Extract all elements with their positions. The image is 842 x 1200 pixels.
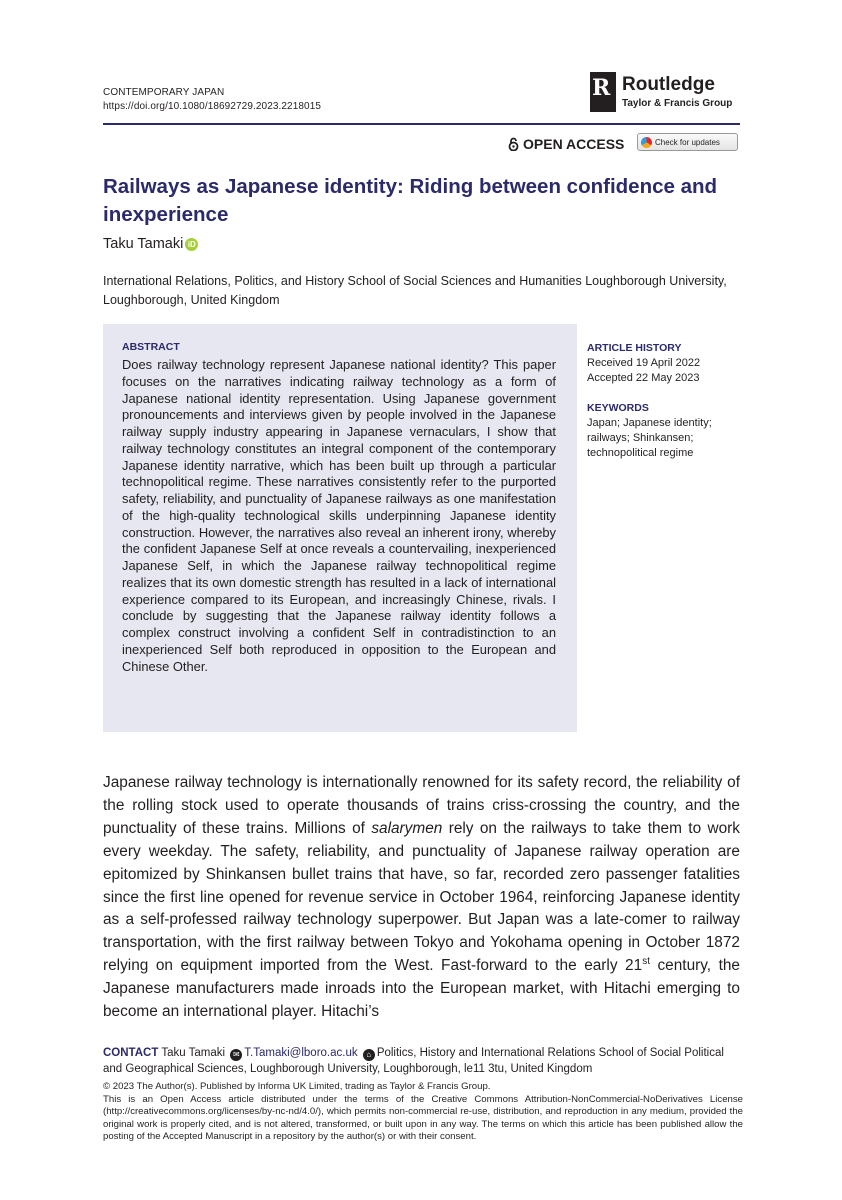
email-icon: ✉	[230, 1049, 242, 1061]
author-name: Taku Tamaki	[103, 236, 184, 252]
contact-name: Taku Tamaki	[161, 1047, 226, 1059]
check-for-updates-button[interactable]	[637, 133, 738, 151]
emphasis-salarymen: salarymen	[371, 819, 443, 837]
keywords-section	[587, 401, 742, 461]
article-history	[587, 341, 742, 386]
contact-label: CONTACT	[103, 1047, 159, 1059]
orcid-icon[interactable]: iD	[185, 238, 198, 251]
copyright-line: © 2023 The Author(s). Published by Informa UK Limited, trading as Taylor & Francis Group.	[103, 1081, 491, 1092]
check-for-updates-label: Check for updates	[655, 137, 720, 147]
abstract-heading: ABSTRACT	[122, 341, 180, 353]
journal-header	[103, 86, 321, 114]
keywords-heading: KEYWORDS	[587, 402, 649, 414]
accepted-date: Accepted 22 May 2023	[587, 372, 700, 384]
email-link[interactable]: T.Tamaki@lboro.ac.uk	[244, 1047, 358, 1059]
article-title: Railways as Japanese identity: Riding between confidence and inexperience	[103, 175, 718, 226]
body-paragraph: Japanese railway technology is internationally renowned for its safety record, the reliability of the rolling stock used to operate thousands of trains criss-crossing the country, and the punctuality of these trains. Millions of salarymen rely on the railways to take them to work every weekday. The safety, reliability, and punctuality of Japanese railway operation are epitomized by Shinkansen bullet trains that have, so far, recorded zero passenger fatalities since the first line opened for revenue service in October 1964, reinforcing Japanese identity as a self-professed railway technology superpower. But Japan was a late-comer to railway transportation, with the first railway between Tokyo and Yokohama opening in October 1872 relying on equipment imported from the West. Fast-forward to the early 21st century, the Japanese manufacturers made inroads into the European market, with Hitachi emerging to become an international player. Hitachi’s	[103, 774, 741, 1021]
journal-name: CONTEMPORARY JAPAN	[103, 87, 225, 98]
publisher-group: Taylor & Francis Group	[622, 98, 733, 109]
license-text: This is an Open Access article distributed under the terms of the Creative Commons Attribution-NonCommercial-NoDerivatives License (http://creativecommons.org/licenses/by-nc-nd/4.0/), which permits non-commercial re-use, distribution, and reproduction in any medium, provided the original work is properly cited, and is not altered, transformed, or built upon in any way. The terms on which this article has been published allow the posting of the Accepted Manuscript in a repository by the author(s) or with their consent.	[103, 1093, 743, 1143]
crossmark-icon	[641, 137, 652, 148]
address-icon: ⌂	[363, 1049, 375, 1061]
abstract-text: Does railway technology represent Japanese national identity? This paper focuses on the narratives indicating railway technology as a form of Japanese national identity representation. Using Japanese government pronouncements and interviews given by people involved in the Japanese railway supply industry appearing in Japanese vernaculars, I show that railway technology constitutes an integral component of the contemporary Japanese identity narrative, which has been built up through a particular technopolitical regime. These narratives consistently refer to the purported safety, reliability, and punctuality of Japanese railways as one manifestation of the high-quality technological skills underpinning Japanese identity construction. However, the narratives also reveal an inherent irony, whereby the confident Japanese Self at once reveals a countervailing, inexperienced Japanese Self, in which the Japanese railway technopolitical regime realizes that its own domestic strength has resulted in a lack of international experience compared to its European, and increasingly Chinese, rivals. I conclude by suggesting that the Japanese railway identity follows a complex construct involving a confident Self in contradistinction to an inexperienced Self both reproduced in opposition to the European and Chinese Other.	[122, 357, 556, 674]
open-access-label: OPEN ACCESS	[523, 136, 625, 152]
article-history-heading: ARTICLE HISTORY	[587, 342, 682, 354]
doi-link[interactable]: https://doi.org/10.1080/18692729.2023.2218015	[103, 101, 322, 112]
keywords-list: Japan; Japanese identity; railways; Shinkansen; technopolitical regime	[587, 417, 712, 459]
publisher-logo	[590, 72, 740, 114]
header-rule	[103, 123, 740, 125]
contact-info	[103, 1045, 743, 1077]
received-date: Received 19 April 2022	[587, 357, 701, 369]
copyright-notice	[103, 1081, 743, 1144]
publisher-name: Routledge	[622, 74, 715, 95]
open-access-badge	[508, 136, 624, 152]
open-lock-icon	[508, 137, 519, 151]
contact-address: Politics, History and International Relations School of Social Political and Geographical Sciences, Loughborough University, Loughborough, le11 3tu, United Kingdom	[103, 1047, 724, 1075]
routledge-mark-icon: R	[590, 72, 616, 112]
author-affiliation: International Relations, Politics, and History School of Social Sciences and Humanities Loughborough University, Loughborough, United Kingdom	[103, 274, 727, 307]
author-line	[103, 236, 198, 252]
